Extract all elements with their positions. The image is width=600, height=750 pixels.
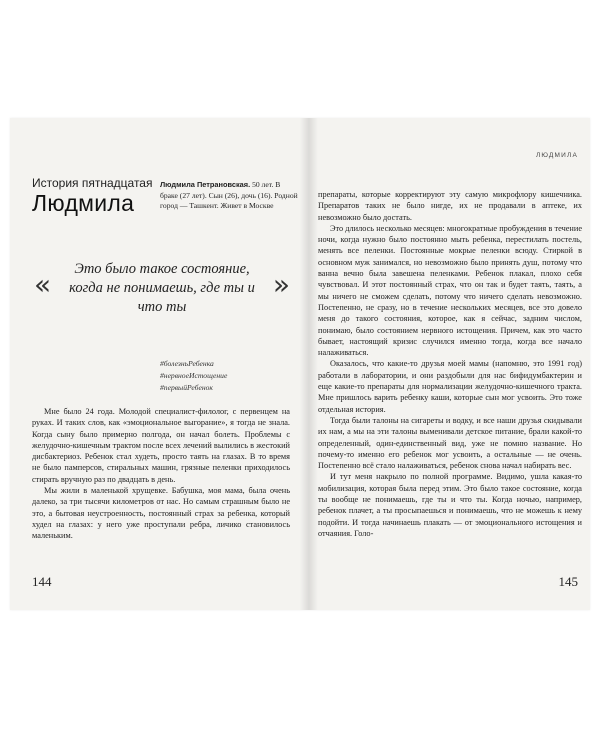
paragraph: Мы жили в маленькой хрущевке. Бабушка, моя мама, была очень далеко, за три тысячи километров от нас. Но самым страшным было не это, а бытовая неустроенность, постоянный страх за ребенка, который худел на глазах: у него уже проступали ребра, личико становилось маленьким. [32,486,290,541]
story-label: История пятнадцатая [32,176,153,190]
book-spread [10,118,590,610]
hashtag: #первыйРебенок [160,383,213,392]
author-bio [160,180,298,212]
paragraph: Тогда были талоны на сигареты и водку, и все наши друзья скидывали их нам, а мы на эти талоны выменивали детское питание, брали какой-то определенный, один-единственный вид, уже не помню название. Но почему-то именно его ребенок мог усвоить, а остальные — не очень. Постепенно всё стало налаживаться, ребенок снова начал набирать вес. [318,415,582,471]
bio-name: Людмила Петрановская. [160,180,251,189]
page-number-left: 144 [32,574,52,589]
running-head: ЛЮДМИЛА [535,152,578,159]
bio-details: 50 лет. В браке (27 лет). Сын (26), дочь (16). Родной город — Ташкент. Живет в Москве [160,180,298,211]
paragraph: Это длилось несколько месяцев: многократные пробуждения в течение ночи, когда нужно было постоянно мыть ребенка, перестилать постель, менять все пеленки. Постоянные мокрые пеленки всюду. Стиркой в основном муж занимался, но невозможно было принять душ, потому что ванна вечно была завешена пеленками. Ребенок плакал, плохо себя чувствовал. И этот постоянный страх, что он так и будет таять, таять, а мы ничего не сможем сделать, потому что ничего сделать невозможно. Постепенно, не сразу, но в течение нескольких месяцев, все это довело меня до такого состояния, которое, как я сейчас, задним числом, понимаю, было состоянием нервного истощения. Причем, как это часто бывает, настоящий кризис случился именно тогда, когда все начало налаживаться. [318,223,582,358]
paragraph: Мне было 24 года. Молодой специалист-филолог, с первенцем на руках. И таких слов, как «эмоциональное выгорание», я тогда не знала. Когда сыну было примерно полгода, он начал болеть. Проблемы с желудочно-кишечным трактом после всех лечений вылились в жестокий дисбактериоз. Ребенок стал худеть, просто таять на глазах. В то время не было памперсов, стиральных машин, грязные пеленки приходилось стирать вручную раз по двадцать в день. [32,407,290,484]
paragraph: препараты, которые корректируют эту самую микрофлору кишечника. Препаратов таких не было нигде, их не продавали в аптеке, их невозможно было достать. [318,190,582,222]
open-quote-mark: « [34,268,52,301]
paragraph: И тут меня накрыло по полной программе. Видимо, ушла какая-то мобилизация, которая была перед этим. Это было такое состояние, когда ты вообще не понимаешь, где ты и что ты. Когда ночью, например, ребенок плачет, а ты просыпаешься и понимаешь, что не можешь к нему подойти. И тогда начинаешь плакать — от эмоционального истощения и отчаяния. Голо- [318,472,582,538]
paragraph: Оказалось, что какие-то друзья моей мамы (напомню, это 1991 год) работали в лаборатории, и они раздобыли для нас бифидумбактерин и еще какие-то препараты для нормализации желудочно-кишечного тракта. Мне пришлось варить ребенку каши, которые сын мог усвоить. Это тоже отдельная история. [318,359,582,414]
pull-quote [32,258,292,328]
pull-quote-text: Это было такое состояние, когда не понимаешь, где ты и что ты [69,261,255,315]
page-number-right: 145 [558,574,578,589]
right-body-text [318,189,582,539]
hashtag-list [160,358,290,394]
story-title: Людмила [32,190,135,216]
left-page [10,118,300,610]
left-body-text [32,406,290,542]
right-page [310,118,590,610]
hashtag: #болезньРебенка [160,359,214,368]
hashtag: #нервноеИстощение [160,371,228,380]
close-quote-mark: » [272,268,290,301]
